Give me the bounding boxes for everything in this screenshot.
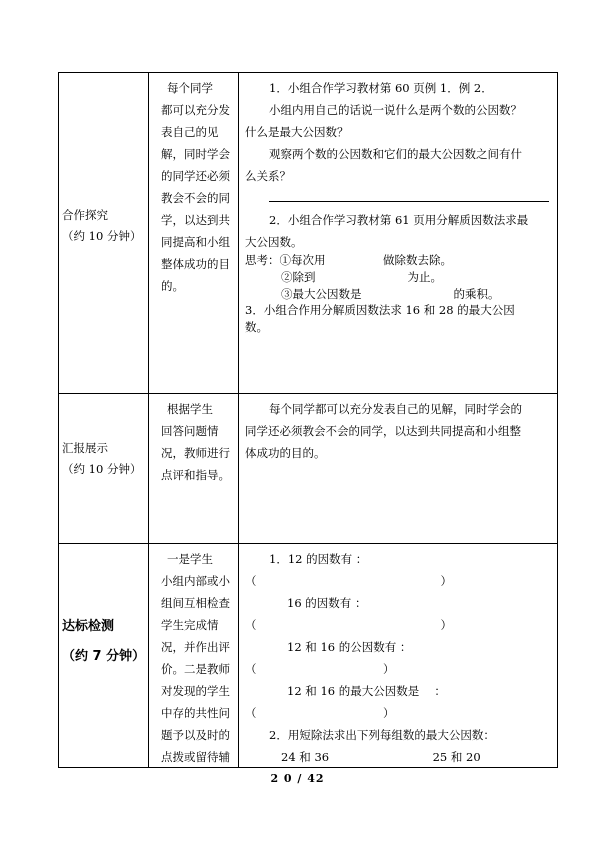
method-line: 教会不会的同 xyxy=(161,191,230,205)
method-line: 回答问题情 xyxy=(161,424,219,438)
content-cell xyxy=(239,394,557,543)
answer-line xyxy=(269,201,549,202)
method-line: 价。二是教师 xyxy=(161,662,230,676)
method-line: 小组内部或小 xyxy=(161,574,230,588)
method-line: 整体成功的目 xyxy=(161,257,230,271)
content-line: 小组内用自己的话说一说什么是两个数的公因数？ xyxy=(269,103,522,117)
method-line: 根据学生 xyxy=(167,402,213,416)
content-line: 12 和 16 的公因数有 ： xyxy=(287,640,412,654)
content-line: 思考：①每次用 做除数去除。 xyxy=(245,253,452,267)
content-line: 数。 xyxy=(245,320,268,334)
method-cell xyxy=(149,73,239,393)
content-line: （ ） xyxy=(245,706,395,720)
content-cell xyxy=(239,73,557,393)
content-line: 2．用短除法求出下列每组数的最大公因数： xyxy=(269,728,495,742)
content-cell xyxy=(239,544,557,767)
content-line: ②除到 为止。 xyxy=(281,270,442,284)
stage-duration: （约 10 分钟） xyxy=(62,229,142,243)
content-line: 每个同学都可以充分发表自己的见解，同时学会的 xyxy=(269,402,522,416)
content-line: 16 的因数有 ： xyxy=(287,596,367,610)
content-line: 大公因数。 xyxy=(245,235,303,249)
content-line: 2．小组合作学习教材第 61 页用分解质因数法求最 xyxy=(269,213,529,227)
lesson-plan-table xyxy=(58,72,558,768)
content-line: 同学还必须教会不会的同学，以达到共同提高和小组整 xyxy=(245,424,521,438)
content-line: 12 和 16 的最大公因数是 ： xyxy=(287,684,446,698)
method-line: 点拨或留待辅 xyxy=(161,750,230,764)
method-line: 都可以充分发 xyxy=(161,103,230,117)
table-row xyxy=(59,543,557,767)
stage-duration: （约 7 分钟） xyxy=(62,649,146,664)
page-number: 2 0 / 42 xyxy=(270,772,325,785)
method-line: 每个同学 xyxy=(167,81,213,95)
stage-duration: （约 10 分钟） xyxy=(62,462,142,476)
method-line: 况，教师进行 xyxy=(161,446,230,460)
method-line: 组间互相检查 xyxy=(161,596,230,610)
method-line: 的同学还必须 xyxy=(161,169,230,183)
method-line: 一是学生 xyxy=(167,552,213,566)
stage-cell xyxy=(59,544,149,767)
method-cell xyxy=(149,394,239,543)
content-line: （ ） xyxy=(245,662,395,676)
stage-cell xyxy=(59,394,149,543)
method-line: 题予以及时的 xyxy=(161,728,230,742)
content-line: 体成功的目的。 xyxy=(245,446,326,460)
method-line: 中存的共性问 xyxy=(161,706,230,720)
method-line: 点评和指导。 xyxy=(161,468,230,482)
content-line: 1．小组合作学习教材第 60 页例 1．例 2． xyxy=(269,81,493,95)
stage-title: 达标检测 xyxy=(62,619,115,634)
content-line: （ ） xyxy=(245,618,452,632)
method-line: 对发现的学生 xyxy=(161,684,230,698)
method-cell xyxy=(149,544,239,767)
table-row xyxy=(59,73,557,393)
content-line: （ ） xyxy=(245,574,452,588)
method-line: 表自己的见 xyxy=(161,125,219,139)
content-line: 3．小组合作用分解质因数法求 16 和 28 的最大公因 xyxy=(245,303,515,317)
table-row xyxy=(59,393,557,543)
content-line: 么关系？ xyxy=(245,169,291,183)
content-line: 什么是最大公因数？ xyxy=(245,125,349,139)
content-line: 观察两个数的公因数和它们的最大公因数之间有什 xyxy=(269,147,522,161)
content-line: ③最大公因数是 的乘积。 xyxy=(281,287,500,301)
content-line: 1．12 的因数有 ： xyxy=(269,552,368,566)
method-line: 解，同时学会 xyxy=(161,147,230,161)
method-line: 学生完成情 xyxy=(161,618,219,632)
stage-title: 汇报展示 xyxy=(62,441,108,455)
method-line: 的。 xyxy=(161,279,184,293)
method-line: 同提高和小组 xyxy=(161,235,230,249)
method-line: 学，以达到共 xyxy=(161,213,230,227)
stage-title: 合作探究 xyxy=(62,208,108,222)
content-line: 24 和 36 25 和 20 xyxy=(281,750,481,764)
method-line: 况，并作出评 xyxy=(161,640,230,654)
stage-cell xyxy=(59,73,149,393)
